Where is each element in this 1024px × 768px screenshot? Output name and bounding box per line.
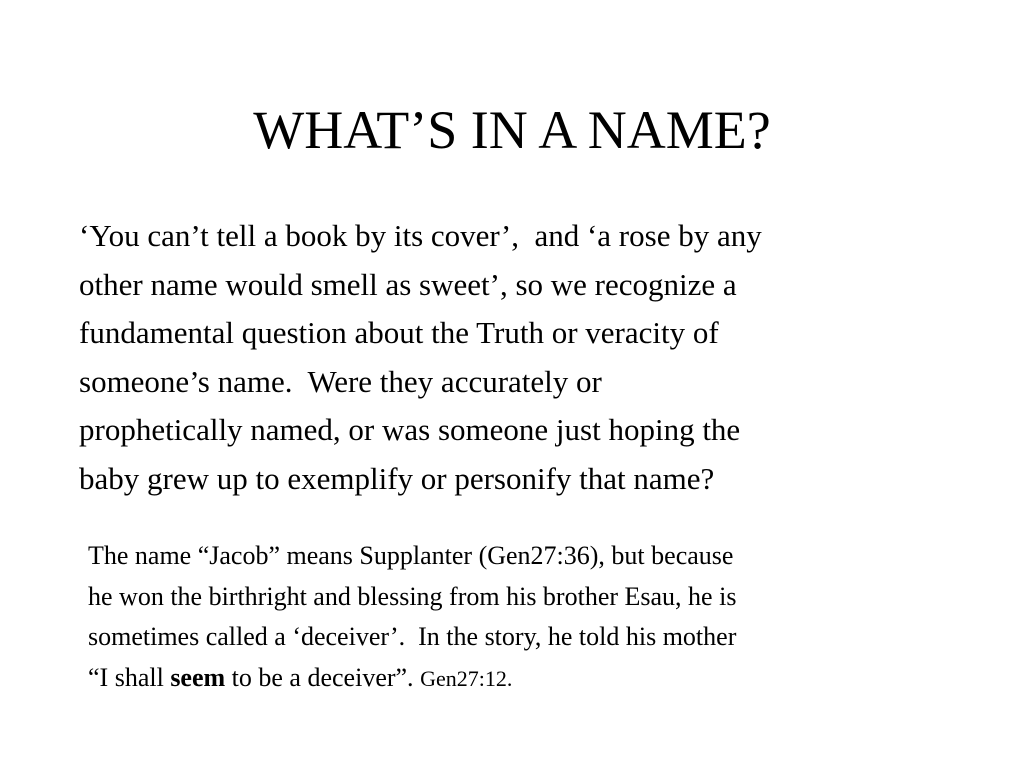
note-last-line-suffix: to be a deceiver”.	[225, 662, 421, 692]
scripture-reference: Gen27:12.	[420, 665, 513, 691]
main-paragraph-line: fundamental question about the Truth or veracity of	[79, 315, 719, 350]
main-paragraph	[79, 212, 979, 503]
note-paragraph-line: he won the birthright and blessing from his brother Esau, he is	[88, 581, 737, 611]
slide-title: WHAT’S IN A NAME?	[253, 100, 771, 160]
note-paragraph	[88, 536, 968, 699]
main-paragraph-line: other name would smell as sweet’, so we recognize a	[79, 266, 737, 302]
main-paragraph-line: baby grew up to exemplify or personify that name?	[79, 460, 715, 496]
note-last-line-prefix: “I shall	[88, 662, 171, 692]
note-paragraph-line: sometimes called a ‘deceiver’. In the story, he told his mother	[88, 622, 737, 651]
main-paragraph-line: someone’s name. Were they accurately or	[79, 363, 602, 399]
main-paragraph-line: prophetically named, or was someone just hoping the	[79, 412, 741, 447]
note-paragraph-line: The name “Jacob” means Supplanter (Gen27:36), but because	[88, 541, 734, 570]
main-paragraph-line: ‘You can’t tell a book by its cover’, and ‘a rose by any	[79, 218, 762, 253]
note-emphasis-seem: seem	[170, 662, 226, 692]
note-paragraph-last-line	[88, 658, 968, 700]
